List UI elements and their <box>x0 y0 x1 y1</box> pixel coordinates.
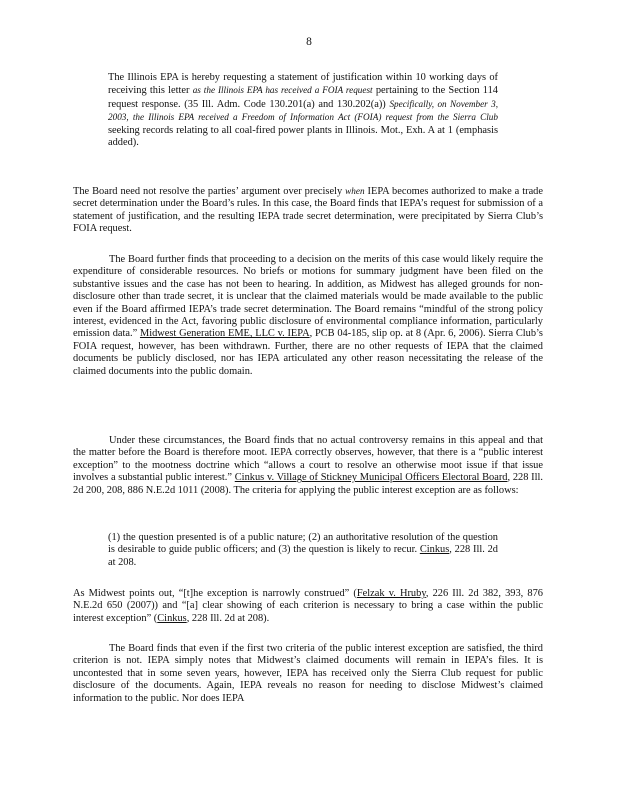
paragraph-text: , PCB 04-185, slip op. at 8 (Apr. 6, 2006). Sierra Club’s FOIA request, however, has been withdrawn. Further, there are no other requests of IEPA that the claimed documents be publicly disclosed, nor has IEPA articulated any other reason necessitating the release of the claimed documents into the public domain. <box>73 328 543 377</box>
block-quote-text: seeking records relating to all coal-fired power plants in Illinois. Mot., Exh. A at 1 (emphasis added). <box>108 124 498 149</box>
paragraph-text: The Board finds that even if the first two criteria of the public interest exception are satisfied, the third criterion is not. IEPA simply notes that Midwest’s claimed documents will remain in IEPA’s files. It is uncontested that in some seven years, however, IEPA has received only the Sierra Club request for public disclosure of the documents. Again, IEPA reveals no reason for needing to disclose Midwest’s claimed information to the public. Nor does IEPA <box>73 643 543 704</box>
case-citation: Cinkus v. Village of Stickney Municipal Officers Electoral Board <box>234 472 508 484</box>
paragraph-text: As Midwest points out, “[t]he exception is narrowly construed” ( <box>73 588 357 599</box>
block-quote-text: The Illinois EPA is hereby requesting a statement of justification within 10 working days of receiving this letter <box>108 72 498 97</box>
case-citation: Cinkus <box>419 544 450 556</box>
paragraph-resources <box>73 254 543 378</box>
emphasis-text: Specifically, on November 3, 2003, the Illinois EPA received a Freedom of Information Act (FOIA) request from the Sierra Club <box>108 98 499 123</box>
emphasis-text: as the Illinois EPA has received a FOIA request <box>192 85 373 96</box>
block-quote-criteria <box>108 532 498 569</box>
case-citation: Midwest Generation EME, LLC v. IEPA <box>139 328 310 340</box>
block-quote-text: , 228 Ill. 2d at 208. <box>108 544 498 568</box>
block-quote-iepa-letter <box>108 72 498 149</box>
case-citation: Cinkus <box>157 612 187 624</box>
paragraph-text: IEPA becomes authorized to make a trade secret determination under the Board’s rules. In this case, the Board finds that IEPA’s request for submission of a statement of justification, and the resulting IEPA trade secret determination, were precipitated by Sierra Club’s FOIA request. <box>73 186 543 235</box>
paragraph-authorization <box>73 185 543 236</box>
paragraph-text: , 226 Ill. 2d 382, 393, 876 N.E.2d 650 (2007)) and “[a] clear showing of each criterion is necessary to bring a case within the public interest exception” ( <box>73 588 543 624</box>
paragraph-text: , 228 Ill. 2d at 208). <box>186 612 270 624</box>
paragraph-text: , 228 Ill. 2d 200, 208, 886 N.E.2d 1011 (2008). The criteria for applying the public interest exception are as follows: <box>73 472 543 496</box>
emphasis-text: when <box>345 186 365 196</box>
paragraph-narrow-construction <box>73 588 543 625</box>
block-quote-text: pertaining to the Section 114 request response. (35 Ill. Adm. Code 130.201(a) and 130.202(a)) <box>108 85 499 110</box>
block-quote-text: (1) the question presented is of a public nature; (2) an authoritative resolution of the question is desirable to guide public officers; and (3) the question is likely to recur. <box>108 532 498 556</box>
paragraph-mootness <box>73 435 543 497</box>
paragraph-text: The Board further finds that proceeding to a decision on the merits of this case would likely require the expenditure of considerable resources. No briefs or motions for summary judgment have been filed on the substantive issues and the case has not been to hearing. In addition, as Midwest has alleged grounds for non-disclosure other than trade secret, it is unclear that the claimed materials would be made available to the public even if the Board affirmed IEPA’s trade secret determination. The Board remains “mindful of the strong policy interest, evidenced in the Act, favoring public disclosure of environmental compliance information, particularly emission data.” <box>73 254 543 340</box>
page-number: 8 <box>306 36 312 48</box>
paragraph-third-criterion <box>73 643 543 705</box>
case-citation: Felzak v. Hruby <box>356 588 426 599</box>
paragraph-text: The Board need not resolve the parties’ argument over precisely <box>73 186 346 197</box>
paragraph-text: Under these circumstances, the Board finds that no actual controversy remains in this appeal and that the matter before the Board is therefore moot. IEPA correctly observes, however, that there is a “public interest exception” to the mootness doctrine which “allows a court to resolve an otherwise moot issue if that issue involves a substantial public interest.” <box>73 435 543 484</box>
